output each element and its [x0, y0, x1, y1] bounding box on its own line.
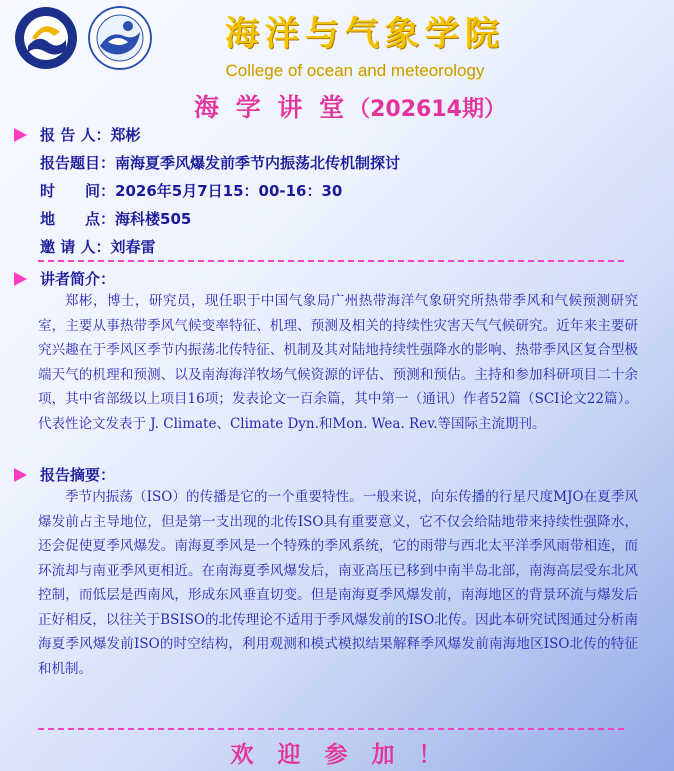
host-row: [40, 236, 155, 257]
speaker-name: 郑彬: [110, 126, 141, 144]
bullet-triangle-icon: [14, 128, 27, 142]
section-divider: [38, 260, 624, 262]
college-title-cn: 海洋与气象学院: [225, 14, 505, 54]
university-logo: [14, 6, 78, 70]
lecture-name: 海 学 讲 堂: [194, 93, 349, 122]
topic-value: 南海夏季风爆发前季节内振荡北传机制探讨: [115, 154, 401, 172]
speaker-row: [40, 124, 140, 145]
place-row: [40, 208, 191, 229]
place-label: 地 点：: [40, 210, 116, 228]
lecture-series-title: [180, 88, 520, 124]
college-title-en: College of ocean and meteorology: [225, 61, 485, 80]
abstract-text: 季节内振荡（ISO）的传播是它的一个重要特性。一般来说，向东传播的行星尺度MJO在夏季风爆发前占主导地位，但是第一支出现的北传ISO具有重要意义，它不仅会给陆地带来持续性强降水，还会促使夏季风爆发。南海夏季风是一个特殊的季风系统，它的雨带与西北太平洋季风雨带相连，而环流却与南亚季风更相近。在南海夏季风爆发后，南亚高压已移到中南半岛北部，南海高层受东北风控制，而低层是西南风，形成东风垂直切变。但是南海夏季风爆发前，南海地区的背景环流与爆发后正好相反，以往关于BSISO的北传理论不适用于季风爆发前的ISO北传。因此本研究试图通过分析南海夏季风爆发前ISO的时空结构，利用观测和模式模拟结果解释季风爆发前南海地区ISO北传的特征和机制。: [38, 489, 638, 677]
time-row: [40, 180, 342, 201]
college-emblem-logo: [88, 6, 152, 70]
bio-heading: 讲者简介：: [40, 270, 116, 288]
welcome-text: 欢 迎 参 加 ！: [230, 742, 450, 768]
time-label: 时 间：: [40, 182, 116, 200]
topic-label: 报告题目：: [40, 154, 116, 172]
bullet-triangle-icon: [14, 272, 27, 286]
footer-divider: [38, 728, 624, 730]
lecture-issue: （202614期）: [348, 97, 506, 122]
bullet-triangle-icon: [14, 468, 27, 482]
host-label: 邀 请 人：: [40, 238, 111, 256]
topic-row: [40, 152, 400, 173]
bio-text: 郑彬，博士，研究员，现任职于中国气象局广州热带海洋气象研究所热带季风和气候预测研究室，主要从事热带季风气候变率特征、机理、预测及相关的持续性灾害天气气候研究。近年来主要研究兴趣在于季风区季节内振荡北传特征、机制及其对陆地持续性强降水的影响、热带季风区复合型极端天气的机理和预测、以及南海海洋牧场气候资源的评估、预测和预估。主持和参加科研项目二十余项，其中省部级以上项目16项；发表论文一百余篇，其中第一（通讯）作者52篇（SCI论文22篇）。代表性论文发表于 J. Climate、Climate Dyn.和Mon. Wea. Rev.等国际主流期刊。: [38, 293, 638, 432]
place-value: 海科楼505: [115, 210, 192, 228]
abstract-heading: 报告摘要：: [40, 466, 116, 484]
time-value: 2026年5月7日15：00-16：30: [115, 182, 343, 200]
host-value: 刘春雷: [110, 238, 156, 256]
speaker-label: 报 告 人：: [40, 126, 111, 144]
